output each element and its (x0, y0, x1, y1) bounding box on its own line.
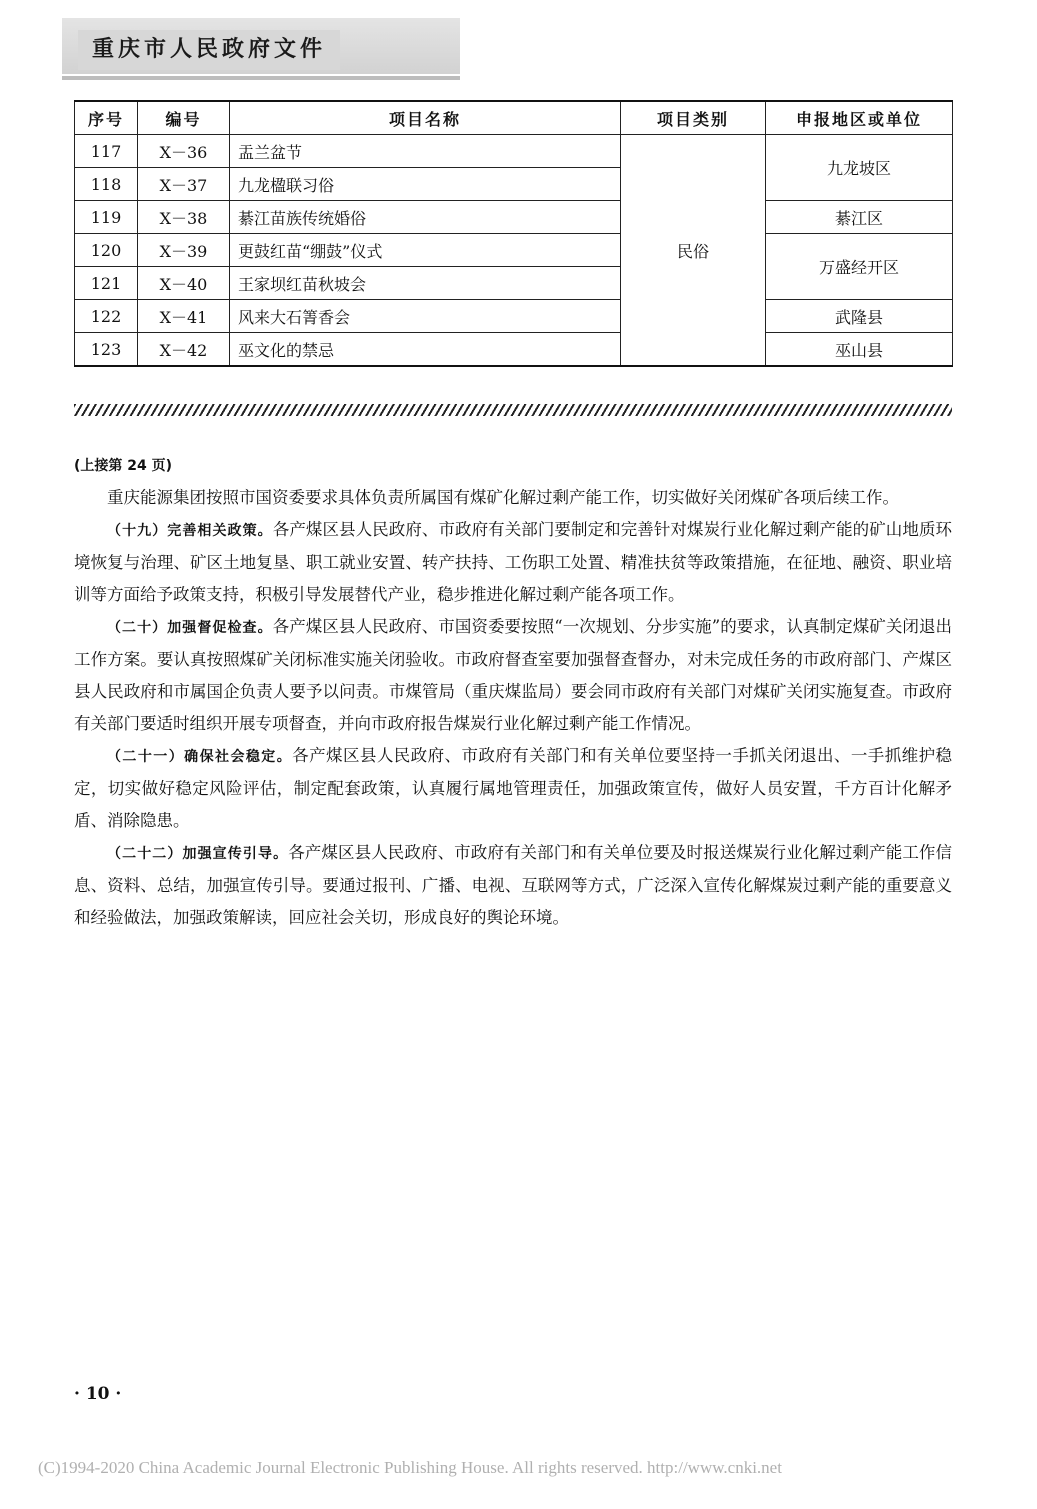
name-cell: 巫文化的禁忌 (230, 333, 621, 367)
paragraph (74, 611, 952, 740)
section-heading: （十九）完善相关政策。 (107, 523, 273, 539)
name-cell: 更鼓红苗“绷鼓”仪式 (230, 234, 621, 267)
paragraph (74, 837, 952, 934)
paragraph-text: 各产煤区县人民政府、市政府有关部门要制定和完善针对煤炭行业化解过剩产能的矿山地质环境恢复与治理、矿区土地复垦、职工就业安置、转产扶持、工伤职工处置、精准扶贫等政策措施，在征地、融资、职业培训等方面给予政策支持，积极引导发展替代产业，稳步推进化解过剩产能各项工作。 (74, 520, 953, 604)
paragraph (74, 514, 952, 611)
seq-cell: 119 (75, 201, 138, 234)
code-cell: Ⅹ－42 (138, 333, 230, 367)
code-cell: Ⅹ－37 (138, 168, 230, 201)
continued-note: (上接第 24 页) (74, 458, 173, 474)
hatched-divider (74, 404, 952, 416)
document-header-title: 重庆市人民政府文件 (78, 30, 340, 70)
page-number: · 10 · (74, 1384, 122, 1404)
table-row (75, 135, 953, 168)
region-cell: 万盛经开区 (766, 234, 953, 300)
name-cell: 风来大石箐香会 (230, 300, 621, 333)
paragraph-text: 各产煤区县人民政府、市政府有关部门和有关单位要及时报送煤炭行业化解过剩产能工作信息、资料、总结，加强宣传引导。要通过报刊、广播、电视、互联网等方式，广泛深入宣传化解煤炭过剩产能的重要意义和经验做法，加强政策解读，回应社会关切，形成良好的舆论环境。 (74, 843, 953, 927)
table-row (75, 201, 953, 234)
code-cell: Ⅹ－41 (138, 300, 230, 333)
header-underline (62, 76, 460, 80)
table-row (75, 300, 953, 333)
table-row (75, 333, 953, 367)
name-cell: 盂兰盆节 (230, 135, 621, 168)
column-header: 项目名称 (230, 101, 621, 135)
paragraph-text: 各产煤区县人民政府、市国资委要按照“一次规划、分步实施”的要求，认真制定煤矿关闭退出工作方案。要认真按照煤矿关闭标准实施关闭验收。市政府督查室要加强督查督办，对未完成任务的市政府部门、产煤区县人民政府和市属国企负责人要予以问责。市煤管局（重庆煤监局）要会同市政府有关部门对煤矿关闭实施复查。市政府有关部门要适时组织开展专项督查，并向市政府报告煤炭行业化解过剩产能工作情况。 (74, 617, 953, 733)
copyright-footer: (C)1994-2020 China Academic Journal Electronic Publishing House. All rights reserved. http://www.cnki.net (38, 1458, 782, 1477)
column-header: 编号 (138, 101, 230, 135)
column-header: 申报地区或单位 (766, 101, 953, 135)
region-cell: 巫山县 (766, 333, 953, 367)
category-cell: 民俗 (621, 135, 766, 367)
seq-cell: 120 (75, 234, 138, 267)
code-cell: Ⅹ－39 (138, 234, 230, 267)
paragraph-text: 各产煤区县人民政府、市政府有关部门和有关单位要坚持一手抓关闭退出、一手抓维护稳定，切实做好稳定风险评估，制定配套政策，认真履行属地管理责任，加强政策宣传，做好人员安置，千方百计化解矛盾、消除隐患。 (74, 746, 953, 830)
column-header: 序号 (75, 101, 138, 135)
region-cell: 綦江区 (766, 201, 953, 234)
region-cell: 九龙坡区 (766, 135, 953, 201)
code-cell: Ⅹ－38 (138, 201, 230, 234)
body-text (74, 450, 952, 934)
column-header: 项目类别 (621, 101, 766, 135)
name-cell: 王家坝红苗秋坡会 (230, 267, 621, 300)
region-cell: 武隆县 (766, 300, 953, 333)
seq-cell: 118 (75, 168, 138, 201)
table-header-row (75, 101, 953, 135)
paragraph (74, 740, 952, 837)
seq-cell: 121 (75, 267, 138, 300)
paragraph: 重庆能源集团按照市国资委要求具体负责所属国有煤矿化解过剩产能工作，切实做好关闭煤矿各项后续工作。 (107, 488, 899, 507)
name-cell: 綦江苗族传统婚俗 (230, 201, 621, 234)
project-table (74, 100, 953, 367)
name-cell: 九龙楹联习俗 (230, 168, 621, 201)
seq-cell: 117 (75, 135, 138, 168)
code-cell: Ⅹ－36 (138, 135, 230, 168)
section-heading: （二十一）确保社会稳定。 (107, 749, 293, 765)
section-heading: （二十二）加强宣传引导。 (107, 846, 289, 862)
table-row (75, 234, 953, 267)
seq-cell: 122 (75, 300, 138, 333)
seq-cell: 123 (75, 333, 138, 367)
section-heading: （二十）加强督促检查。 (107, 620, 273, 636)
code-cell: Ⅹ－40 (138, 267, 230, 300)
